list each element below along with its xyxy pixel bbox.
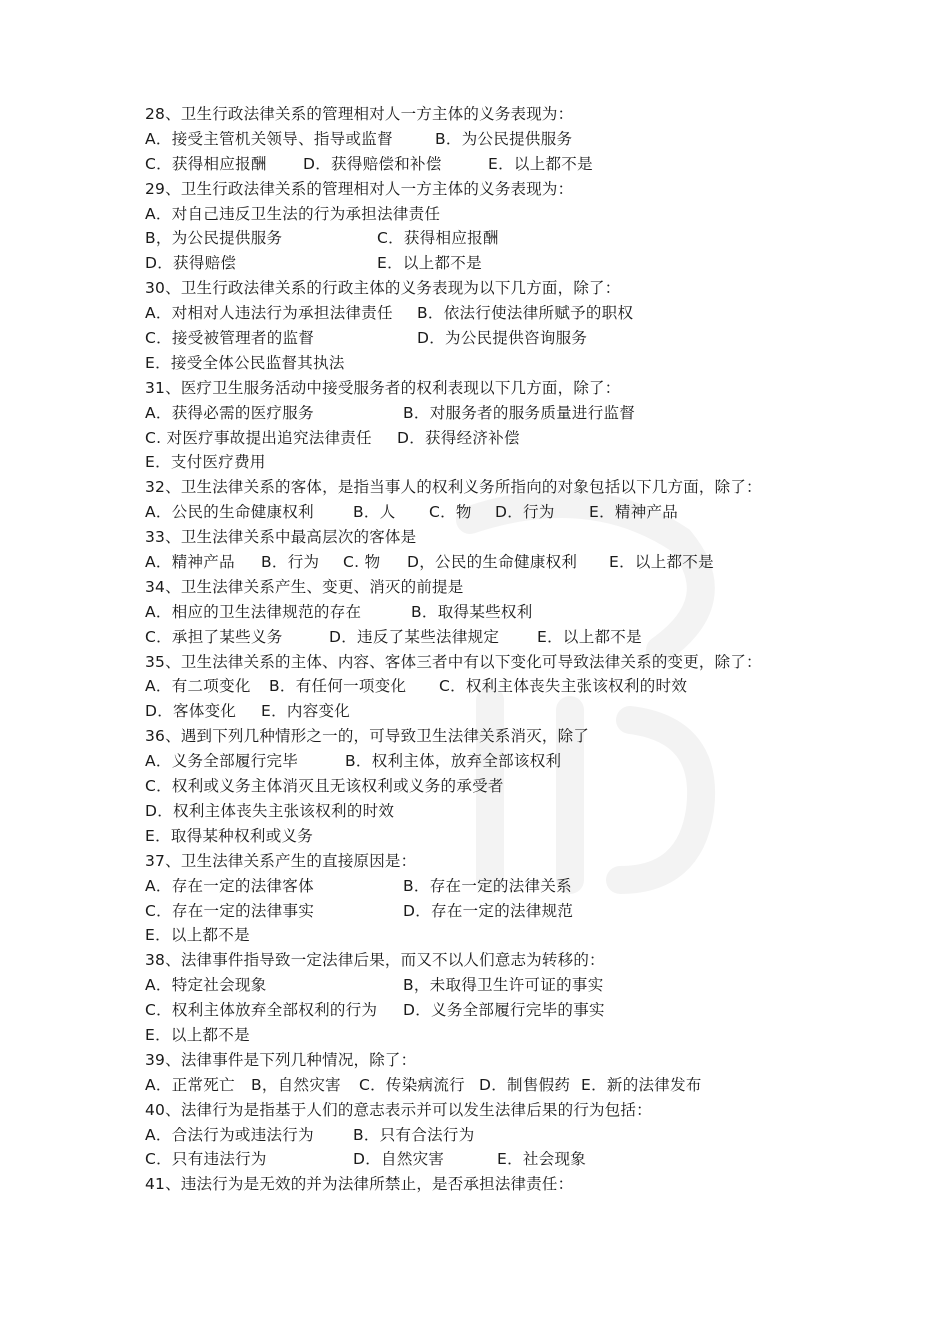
options-line	[145, 550, 825, 575]
option-text: B，为公民提供服务	[145, 229, 283, 248]
question-text: 29、卫生行政法律关系的管理相对人一方主体的义务表现为：	[145, 179, 574, 198]
question-line	[145, 1048, 825, 1073]
options-line	[145, 301, 825, 326]
options-line	[145, 202, 825, 227]
option-text: A．正常死亡	[145, 1075, 235, 1094]
option-text: A．相应的卫生法律规范的存在	[145, 602, 362, 621]
option-text: C．权利主体放弃全部权利的行为	[145, 1001, 378, 1020]
options-line	[145, 251, 825, 276]
option-text: B．为公民提供服务	[435, 129, 573, 148]
option-text: D．行为	[495, 503, 555, 522]
option-text: D．自然灾害	[353, 1150, 445, 1169]
option-text: C．只有违法行为	[145, 1150, 267, 1169]
option-text: B，未取得卫生许可证的事实	[403, 976, 604, 995]
question-text: 38、法律事件指导致一定法律后果，而又不以人们意志为转移的：	[145, 951, 605, 970]
question-text: 34、卫生法律关系产生、变更、消灭的前提是	[145, 577, 464, 596]
options-line	[145, 973, 825, 998]
option-text: A．精神产品	[145, 553, 235, 572]
option-text: E．社会现象	[497, 1150, 587, 1169]
option-text: A．义务全部履行完毕	[145, 752, 299, 771]
question-line	[145, 525, 825, 550]
option-text: D，公民的生命健康权利	[407, 553, 578, 572]
options-line	[145, 1073, 825, 1098]
option-text: D．义务全部履行完毕的事实	[403, 1001, 605, 1020]
option-text: D．权利主体丧失主张该权利的时效	[145, 801, 395, 820]
option-text: E．新的法律发布	[581, 1075, 702, 1094]
option-text: C．传染病流行	[359, 1075, 465, 1094]
options-line	[145, 625, 825, 650]
option-text: C．获得相应报酬	[377, 229, 499, 248]
options-line	[145, 899, 825, 924]
option-text: C．权利或义务主体消灭且无该权利或义务的承受者	[145, 777, 504, 796]
question-text: 35、卫生法律关系的主体、内容、客体三者中有以下变化可导致法律关系的变更，除了：	[145, 652, 762, 671]
options-line	[145, 774, 825, 799]
option-text: E．以上都不是	[488, 154, 593, 173]
options-line	[145, 326, 825, 351]
option-text: E．以上都不是	[145, 926, 250, 945]
option-text: A．特定社会现象	[145, 976, 267, 995]
option-text: C．承担了某些义务	[145, 627, 283, 646]
question-line	[145, 1098, 825, 1123]
question-list	[145, 102, 825, 1197]
options-line	[145, 1023, 825, 1048]
option-text: B．行为	[261, 553, 320, 572]
options-line	[145, 1147, 825, 1172]
option-text: B，自然灾害	[251, 1075, 341, 1094]
options-line	[145, 351, 825, 376]
question-text: 40、法律行为是指基于人们的意志表示并可以发生法律后果的行为包括：	[145, 1100, 652, 1119]
option-text: C．获得相应报酬	[145, 154, 267, 173]
options-line	[145, 500, 825, 525]
option-text: B．存在一定的法律关系	[403, 876, 572, 895]
option-text: D．获得经济补偿	[397, 428, 520, 447]
option-text: B．取得某些权利	[411, 602, 533, 621]
option-text: E．以上都不是	[609, 553, 714, 572]
option-text: D．客体变化	[145, 702, 237, 721]
options-line	[145, 824, 825, 849]
question-line	[145, 102, 825, 127]
option-text: A．有二项变化	[145, 677, 251, 696]
option-text: E．接受全体公民监督其执法	[145, 353, 345, 372]
option-text: E．以上都不是	[377, 254, 482, 273]
question-line	[145, 575, 825, 600]
option-text: C. 物	[343, 553, 381, 572]
option-text: A．对自己违反卫生法的行为承担法律责任	[145, 204, 441, 223]
option-text: E．精神产品	[589, 503, 679, 522]
question-text: 39、法律事件是下列几种情况，除了：	[145, 1050, 417, 1069]
question-line	[145, 1172, 825, 1197]
options-line	[145, 1123, 825, 1148]
question-text: 32、卫生法律关系的客体，是指当事人的权利义务所指向的对象包括以下几方面，除了：	[145, 478, 762, 497]
option-text: B．依法行使法律所赋予的职权	[417, 304, 634, 323]
question-line	[145, 724, 825, 749]
options-line	[145, 674, 825, 699]
option-text: D．违反了某些法律规定	[329, 627, 500, 646]
question-line	[145, 948, 825, 973]
options-line	[145, 426, 825, 451]
option-text: A．公民的生命健康权利	[145, 503, 314, 522]
question-line	[145, 475, 825, 500]
question-text: 41、违法行为是无效的并为法律所禁止，是否承担法律责任：	[145, 1175, 574, 1194]
option-text: B．对服务者的服务质量进行监督	[403, 403, 636, 422]
question-line	[145, 376, 825, 401]
option-text: D．为公民提供咨询服务	[417, 329, 588, 348]
option-text: E．以上都不是	[537, 627, 642, 646]
option-text: A．合法行为或违法行为	[145, 1125, 314, 1144]
option-text: E．以上都不是	[145, 1025, 250, 1044]
question-text: 36、遇到下列几种情形之一的，可导致卫生法律关系消灭，除了	[145, 727, 590, 746]
option-text: B．只有合法行为	[353, 1125, 475, 1144]
question-line	[145, 849, 825, 874]
options-line	[145, 226, 825, 251]
option-text: D．存在一定的法律规范	[403, 901, 574, 920]
question-line	[145, 276, 825, 301]
options-line	[145, 127, 825, 152]
options-line	[145, 874, 825, 899]
option-text: C. 对医疗事故提出追究法律责任	[145, 428, 372, 447]
option-text: C．接受被管理者的监督	[145, 329, 315, 348]
option-text: C．存在一定的法律事实	[145, 901, 315, 920]
question-text: 30、卫生行政法律关系的行政主体的义务表现为以下几方面，除了：	[145, 279, 621, 298]
question-text: 37、卫生法律关系产生的直接原因是：	[145, 851, 417, 870]
options-line	[145, 998, 825, 1023]
options-line	[145, 600, 825, 625]
options-line	[145, 401, 825, 426]
options-line	[145, 152, 825, 177]
question-text: 28、卫生行政法律关系的管理相对人一方主体的义务表现为：	[145, 105, 574, 123]
options-line	[145, 450, 825, 475]
option-text: D．制售假药	[479, 1075, 571, 1094]
option-text: D．获得赔偿和补偿	[303, 154, 442, 173]
option-text: D．获得赔偿	[145, 254, 237, 273]
options-line	[145, 799, 825, 824]
option-text: E．支付医疗费用	[145, 453, 266, 472]
option-text: B．有任何一项变化	[269, 677, 407, 696]
option-text: C．物	[429, 503, 472, 522]
question-line	[145, 650, 825, 675]
option-text: B．权利主体，放弃全部该权利	[345, 752, 562, 771]
option-text: E．取得某种权利或义务	[145, 826, 314, 845]
option-text: E．内容变化	[261, 702, 351, 721]
options-line	[145, 699, 825, 724]
option-text: B．人	[353, 503, 396, 522]
question-line	[145, 177, 825, 202]
options-line	[145, 749, 825, 774]
option-text: C．权利主体丧失主张该权利的时效	[439, 677, 688, 696]
question-text: 33、卫生法律关系中最高层次的客体是	[145, 528, 417, 547]
options-line	[145, 923, 825, 948]
option-text: A．对相对人违法行为承担法律责任	[145, 304, 393, 323]
option-text: A．接受主管机关领导、指导或监督	[145, 129, 393, 148]
question-text: 31、医疗卫生服务活动中接受服务者的权利表现以下几方面，除了：	[145, 378, 621, 397]
option-text: A．存在一定的法律客体	[145, 876, 314, 895]
option-text: A．获得必需的医疗服务	[145, 403, 314, 422]
